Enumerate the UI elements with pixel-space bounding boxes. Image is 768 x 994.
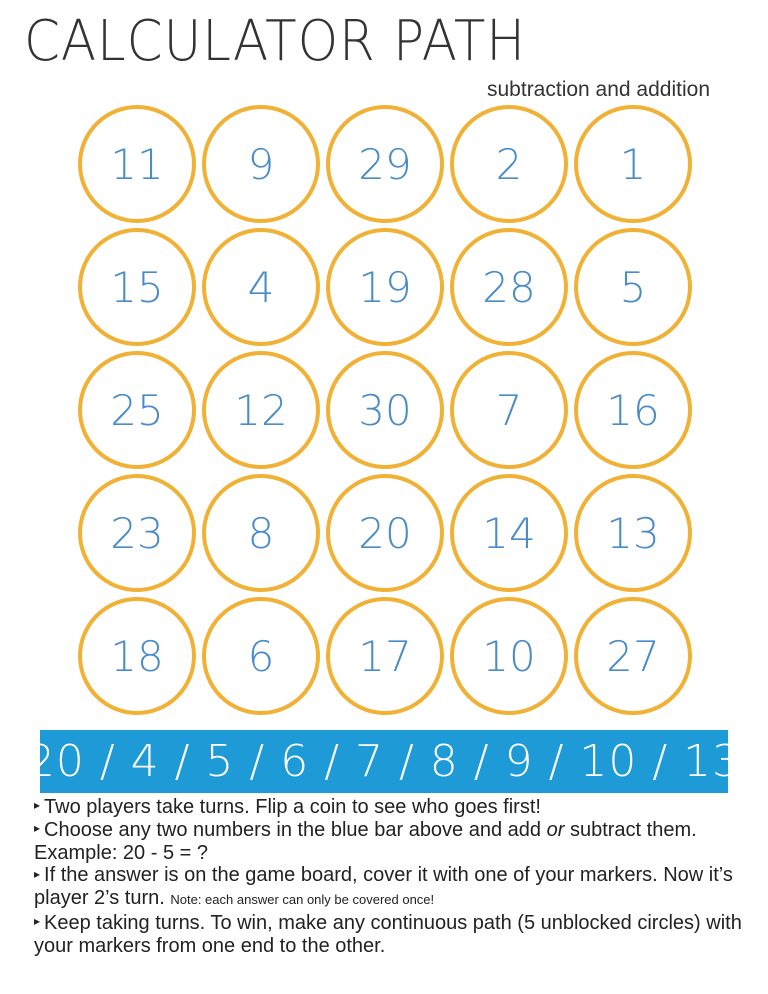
instructions <box>34 796 746 957</box>
instruction-item: ▸ Keep taking turns. To win, make any continuous path (5 unblocked circles) with your markers from one end to the other. <box>34 911 742 957</box>
board-circle[interactable]: 10 <box>450 597 568 715</box>
board-circle[interactable]: 16 <box>574 351 692 469</box>
board-circle[interactable]: 28 <box>450 228 568 346</box>
board-circle[interactable]: 1 <box>574 105 692 223</box>
board-circle[interactable]: 9 <box>202 105 320 223</box>
board-circle[interactable]: 23 <box>78 474 196 592</box>
game-board <box>78 105 692 715</box>
board-circle[interactable]: 8 <box>202 474 320 592</box>
board-circle[interactable]: 11 <box>78 105 196 223</box>
instruction-item: ▸ Choose any two numbers in the blue bar above and add or subtract them. Example: 20 - 5 = ? <box>34 818 697 864</box>
right-triangle-icon: ▸ <box>34 821 41 836</box>
page-subtitle: subtraction and addition <box>487 78 710 101</box>
board-circle[interactable]: 5 <box>574 228 692 346</box>
right-triangle-icon: ▸ <box>34 866 41 881</box>
board-circle[interactable]: 14 <box>450 474 568 592</box>
right-triangle-icon: ▸ <box>34 914 41 929</box>
board-circle[interactable]: 19 <box>326 228 444 346</box>
instruction-note: Note: each answer can only be covered once! <box>170 892 435 908</box>
number-bar-values: 20 / 4 / 5 / 6 / 7 / 8 / 9 / 10 / 13 <box>26 736 742 787</box>
board-circle[interactable]: 12 <box>202 351 320 469</box>
board-circle[interactable]: 15 <box>78 228 196 346</box>
board-circle[interactable]: 20 <box>326 474 444 592</box>
number-bar <box>26 730 742 793</box>
board-circle[interactable]: 4 <box>202 228 320 346</box>
board-circle[interactable]: 17 <box>326 597 444 715</box>
board-circle[interactable]: 18 <box>78 597 196 715</box>
right-triangle-icon: ▸ <box>34 798 41 813</box>
board-circle[interactable]: 27 <box>574 597 692 715</box>
instruction-item: ▸ Two players take turns. Flip a coin to see who goes first! <box>34 796 541 818</box>
board-circle[interactable]: 6 <box>202 597 320 715</box>
board-circle[interactable]: 2 <box>450 105 568 223</box>
board-circle[interactable]: 29 <box>326 105 444 223</box>
page-title: CALCULATOR PATH <box>24 9 526 74</box>
board-circle[interactable]: 7 <box>450 351 568 469</box>
board-circle[interactable]: 25 <box>78 351 196 469</box>
board-circle[interactable]: 13 <box>574 474 692 592</box>
board-circle[interactable]: 30 <box>326 351 444 469</box>
instruction-item: ▸ If the answer is on the game board, cover it with one of your markers. Now it’s player 2’s turn. Note: each answer can only be covered once! <box>34 864 733 910</box>
